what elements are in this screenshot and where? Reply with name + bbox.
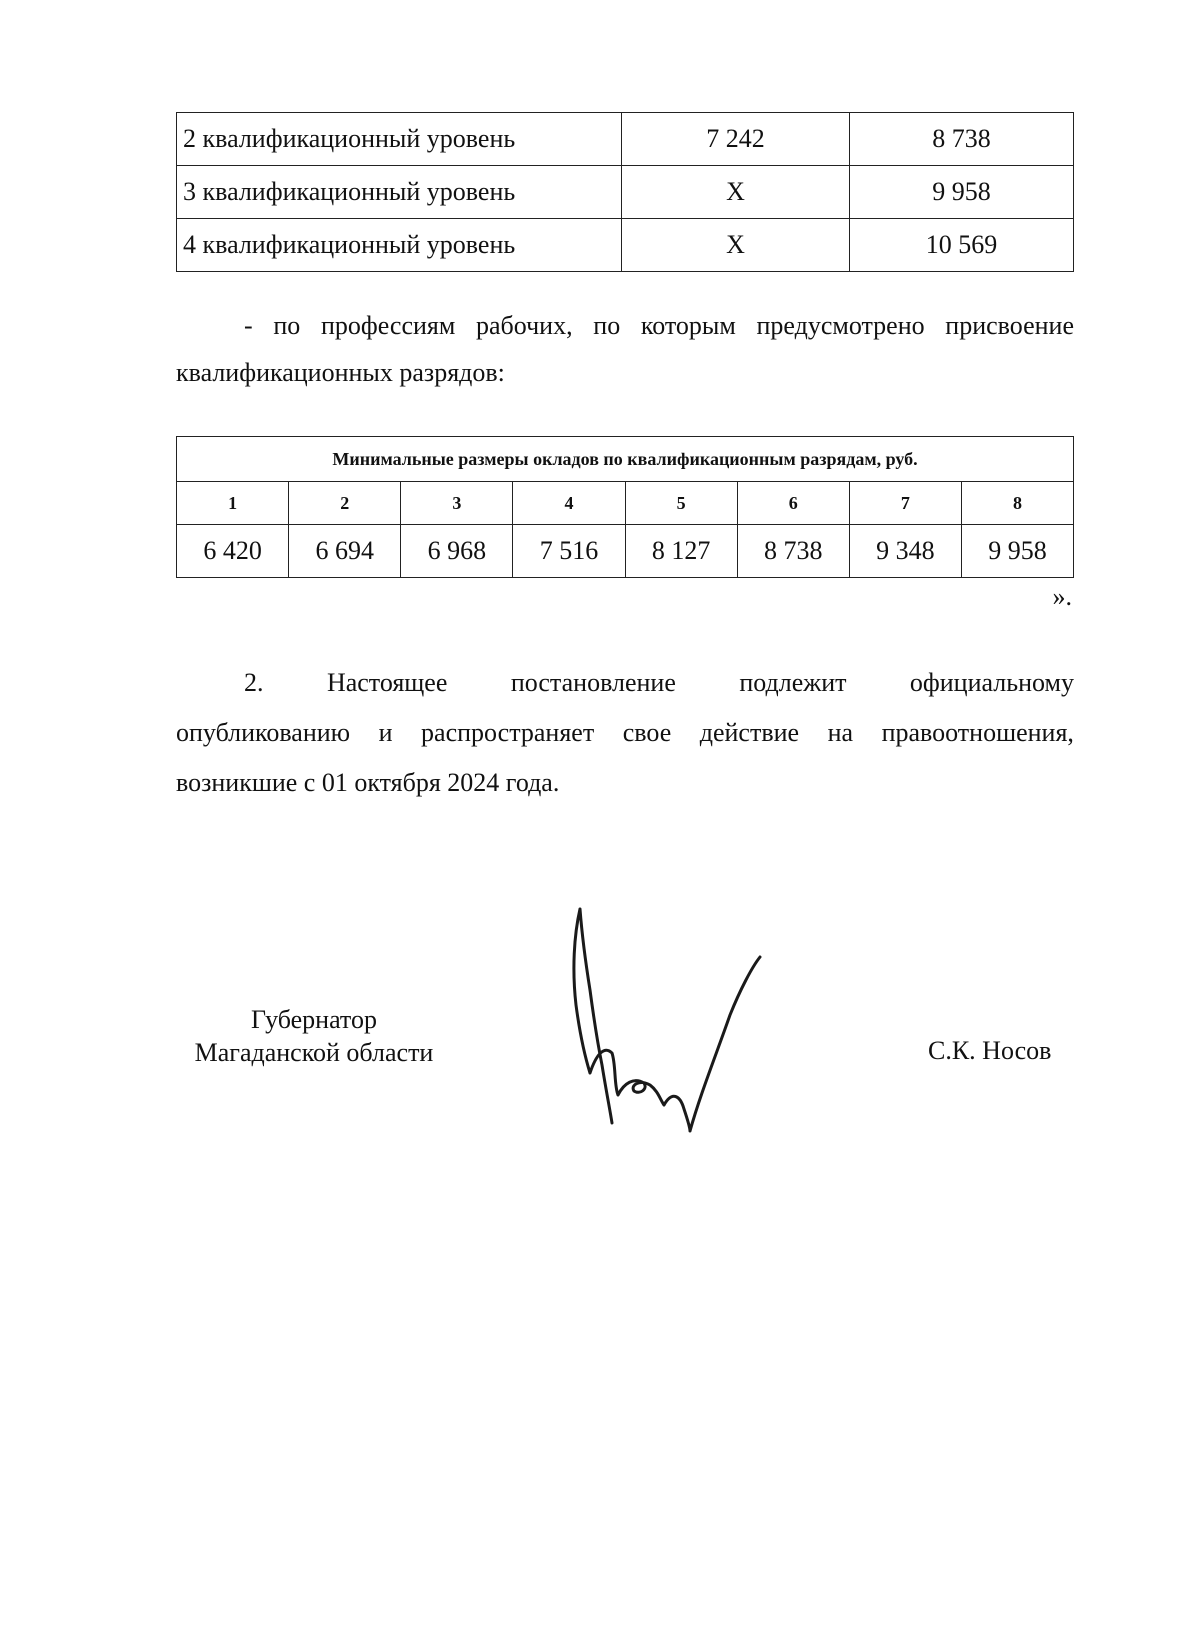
paragraph-word: 2. [244,668,264,697]
signatory-name: С.К. Носов [928,1036,1052,1065]
signatory-title [176,1003,452,1069]
paragraph-word: свое [622,718,672,747]
paragraph-line [176,658,1074,708]
paragraph-word: распространяет [421,718,595,747]
paragraph-word: Настоящее [326,668,448,697]
paragraph-line [176,708,1074,758]
handwritten-signature [560,895,780,1135]
signatory-region: Магаданской области [194,1038,434,1067]
salary-value: 7 516 [513,525,625,578]
level-value: Х [622,219,850,272]
closing-quote: ». [1052,582,1072,611]
table-row [177,219,1074,272]
paragraph-word: правоотношения, [881,718,1074,747]
level-label: 2 квалификационный уровень [177,113,622,166]
table-header: Минимальные размеры окладов по квалификационным разрядам, руб. [177,437,1074,482]
paragraph-line: возникшие с 01 октября 2024 года. [176,768,560,797]
level-label: 4 квалификационный уровень [177,219,622,272]
level-label: 3 квалификационный уровень [177,166,622,219]
grade-number: 2 [289,482,401,525]
signatory-position: Губернатор [251,1005,377,1034]
grade-number: 4 [513,482,625,525]
publication-paragraph [176,658,1074,808]
table-row [177,166,1074,219]
level-value: Х [622,166,850,219]
salary-value: 9 348 [849,525,961,578]
level-value: 7 242 [622,113,850,166]
table-header-row [177,437,1074,482]
level-value: 9 958 [850,166,1074,219]
salary-value: 6 968 [401,525,513,578]
salary-value: 9 958 [961,525,1073,578]
salary-value: 6 694 [289,525,401,578]
workers-professions-paragraph: - по профессиям рабочих, по которым предусмотрено присвоение квалификационных разрядов: [176,311,1074,387]
qualification-levels-table [176,112,1074,272]
level-value: 10 569 [850,219,1074,272]
paragraph-word: официальному [909,668,1074,697]
table-row [177,113,1074,166]
grade-number: 7 [849,482,961,525]
paragraph-word: и [378,718,393,747]
paragraph-word: на [827,718,854,747]
salary-value: 6 420 [177,525,289,578]
paragraph-word: опубликованию [176,718,351,747]
paragraph-word: постановление [510,668,676,697]
salary-value: 8 738 [737,525,849,578]
grade-number: 3 [401,482,513,525]
level-value: 8 738 [850,113,1074,166]
salary-value: 8 127 [625,525,737,578]
grade-salaries-table [176,436,1074,578]
grade-number: 8 [961,482,1073,525]
salary-values-row [177,525,1074,578]
grade-number: 1 [177,482,289,525]
grade-number: 6 [737,482,849,525]
paragraph-word: действие [699,718,800,747]
paragraph-word: подлежит [739,668,847,697]
grade-number: 5 [625,482,737,525]
grades-row [177,482,1074,525]
